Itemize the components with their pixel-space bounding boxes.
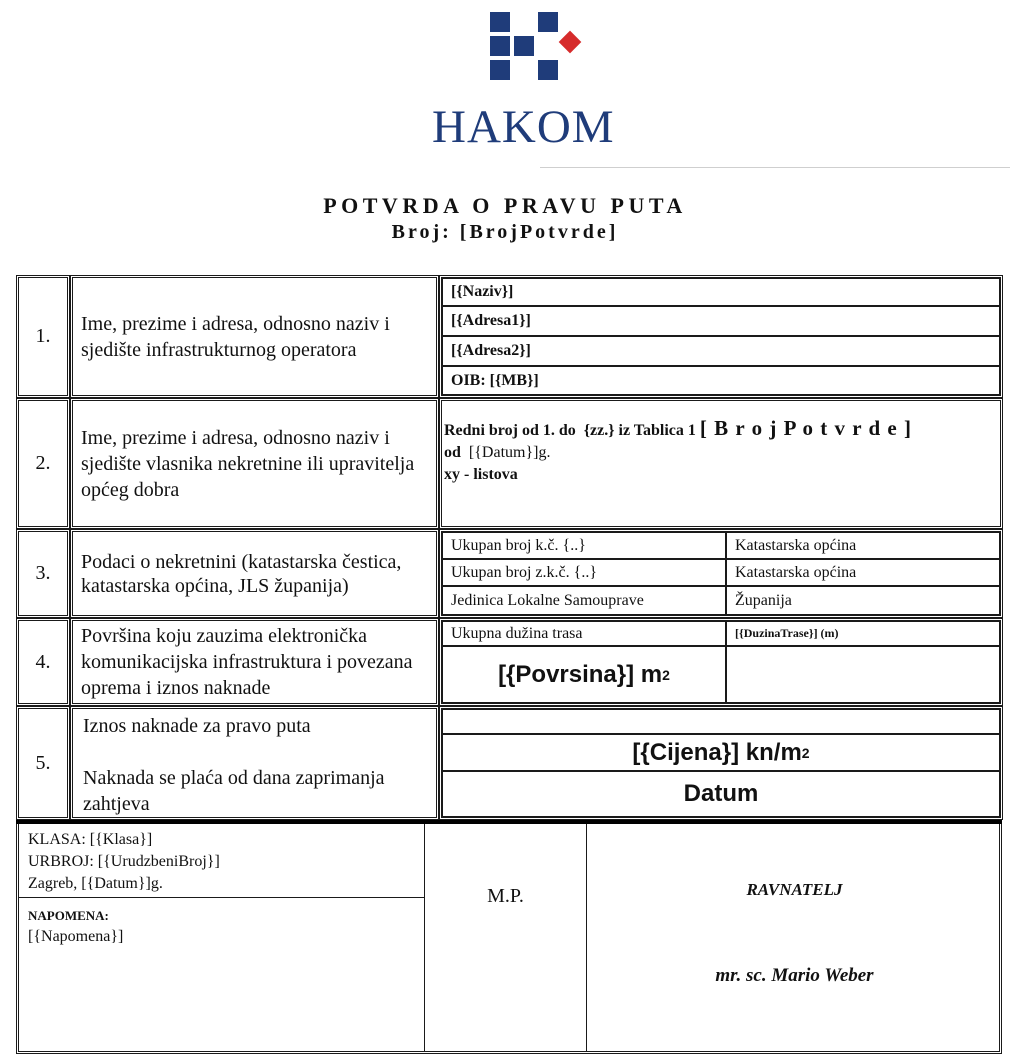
row-3-content bbox=[439, 529, 1003, 618]
katastarska-opcina-2: Katastarska općina bbox=[726, 559, 1000, 586]
katastarska-opcina-1: Katastarska općina bbox=[726, 532, 1000, 559]
document-number: Broj: [BrojPotvrde] bbox=[391, 221, 619, 243]
datum-text: [{Datum}]g. bbox=[468, 444, 551, 461]
row-2-label: Ime, prezime i adresa, odnosno naziv i sjedište vlasnika nekretnine ili upravitelja općeg dobra bbox=[70, 398, 439, 529]
duzina-trasa-value: [{DuzinaTrase}] (m) bbox=[726, 621, 1000, 646]
napomena-value: [{Napomena}] bbox=[28, 928, 124, 945]
header-divider bbox=[540, 167, 1010, 168]
row-4-label: Površina koju zauzima elektronička komunikacijska infrastruktura i povezana oprema i iznos naknade bbox=[70, 618, 439, 706]
redni-broj-line bbox=[444, 417, 998, 442]
hakom-logo-icon bbox=[490, 12, 590, 82]
document-title: POTVRDA O PRAVU PUTA bbox=[323, 193, 687, 218]
adresa2-field: [{Adresa2}] bbox=[442, 336, 1000, 366]
urbroj-text: URBROJ: [{UrudzbeniBroj}] bbox=[28, 853, 220, 870]
iznos-naknade-label: Iznos naknade za pravo puta bbox=[83, 715, 311, 737]
footer-vline-2 bbox=[586, 824, 587, 1051]
cijena-value: [{Cijena}] kn/m 2 bbox=[442, 734, 1000, 771]
row-4-number: 4. bbox=[16, 618, 70, 706]
empty-row bbox=[442, 709, 1000, 734]
footer-hline bbox=[19, 897, 424, 898]
ravnatelj-title: RAVNATELJ bbox=[746, 880, 843, 899]
row-2-number: 2. bbox=[16, 398, 70, 529]
row-5-number: 5. bbox=[16, 706, 70, 820]
ukupan-broj-zkc: Ukupan broj z.k.č. {..} bbox=[442, 559, 726, 586]
klasa-text: KLASA: [{Klasa}] bbox=[28, 831, 153, 848]
signatory-name: mr. sc. Mario Weber bbox=[715, 965, 874, 986]
povrsina-value: [{Povrsina}] m 2 bbox=[442, 646, 726, 703]
row-4-content bbox=[439, 618, 1003, 706]
zagreb-datum-text: Zagreb, [{Datum}]g. bbox=[28, 875, 163, 892]
adresa1-field: [{Adresa1}] bbox=[442, 306, 1000, 336]
redni-broj-text: Redni broj od 1. do bbox=[444, 422, 576, 439]
row-5-label bbox=[70, 706, 439, 820]
oib-field: OIB: [{MB}] bbox=[442, 366, 1000, 395]
od-datum-line bbox=[444, 442, 998, 464]
row-1-fields bbox=[439, 275, 1003, 398]
mp-stamp-placeholder: M.P. bbox=[487, 885, 524, 907]
row-3-label: Podaci o nekretnini (katastarska čestica, katastarska općina, JLS županija) bbox=[70, 529, 439, 618]
row-3-number: 3. bbox=[16, 529, 70, 618]
ukupan-broj-kc: Ukupan broj k.č. {..} bbox=[442, 532, 726, 559]
duzina-trasa-label: Ukupna dužina trasa bbox=[442, 621, 726, 646]
listova-line: xy - listova bbox=[444, 466, 518, 483]
napomena-label: NAPOMENA: bbox=[28, 908, 109, 923]
footer-vline-1 bbox=[424, 824, 425, 1051]
naknada-placa-label: Naknada se plaća od dana zaprimanja zahtjeva bbox=[83, 767, 385, 815]
logo-text: HAKOM bbox=[432, 101, 615, 153]
row-1-label: Ime, prezime i adresa, odnosno naziv i sjedište infrastrukturnog operatora bbox=[70, 275, 439, 398]
zupanija: Županija bbox=[726, 586, 1000, 615]
datum-value: Datum bbox=[442, 771, 1000, 817]
jedinica-lokalne-samouprave: Jedinica Lokalne Samouprave bbox=[442, 586, 726, 615]
zz-text: {zz.} iz Tablica 1 bbox=[583, 422, 696, 439]
empty-cell bbox=[726, 646, 1000, 703]
row-5-content bbox=[439, 706, 1003, 820]
naziv-field: [{Naziv}] bbox=[442, 278, 1000, 306]
broj-potvrde-text: [ B r o j P o t v r d e ] bbox=[699, 416, 912, 440]
row-2-content bbox=[439, 398, 1003, 529]
od-text: od bbox=[444, 444, 461, 461]
row-1-number: 1. bbox=[16, 275, 70, 398]
